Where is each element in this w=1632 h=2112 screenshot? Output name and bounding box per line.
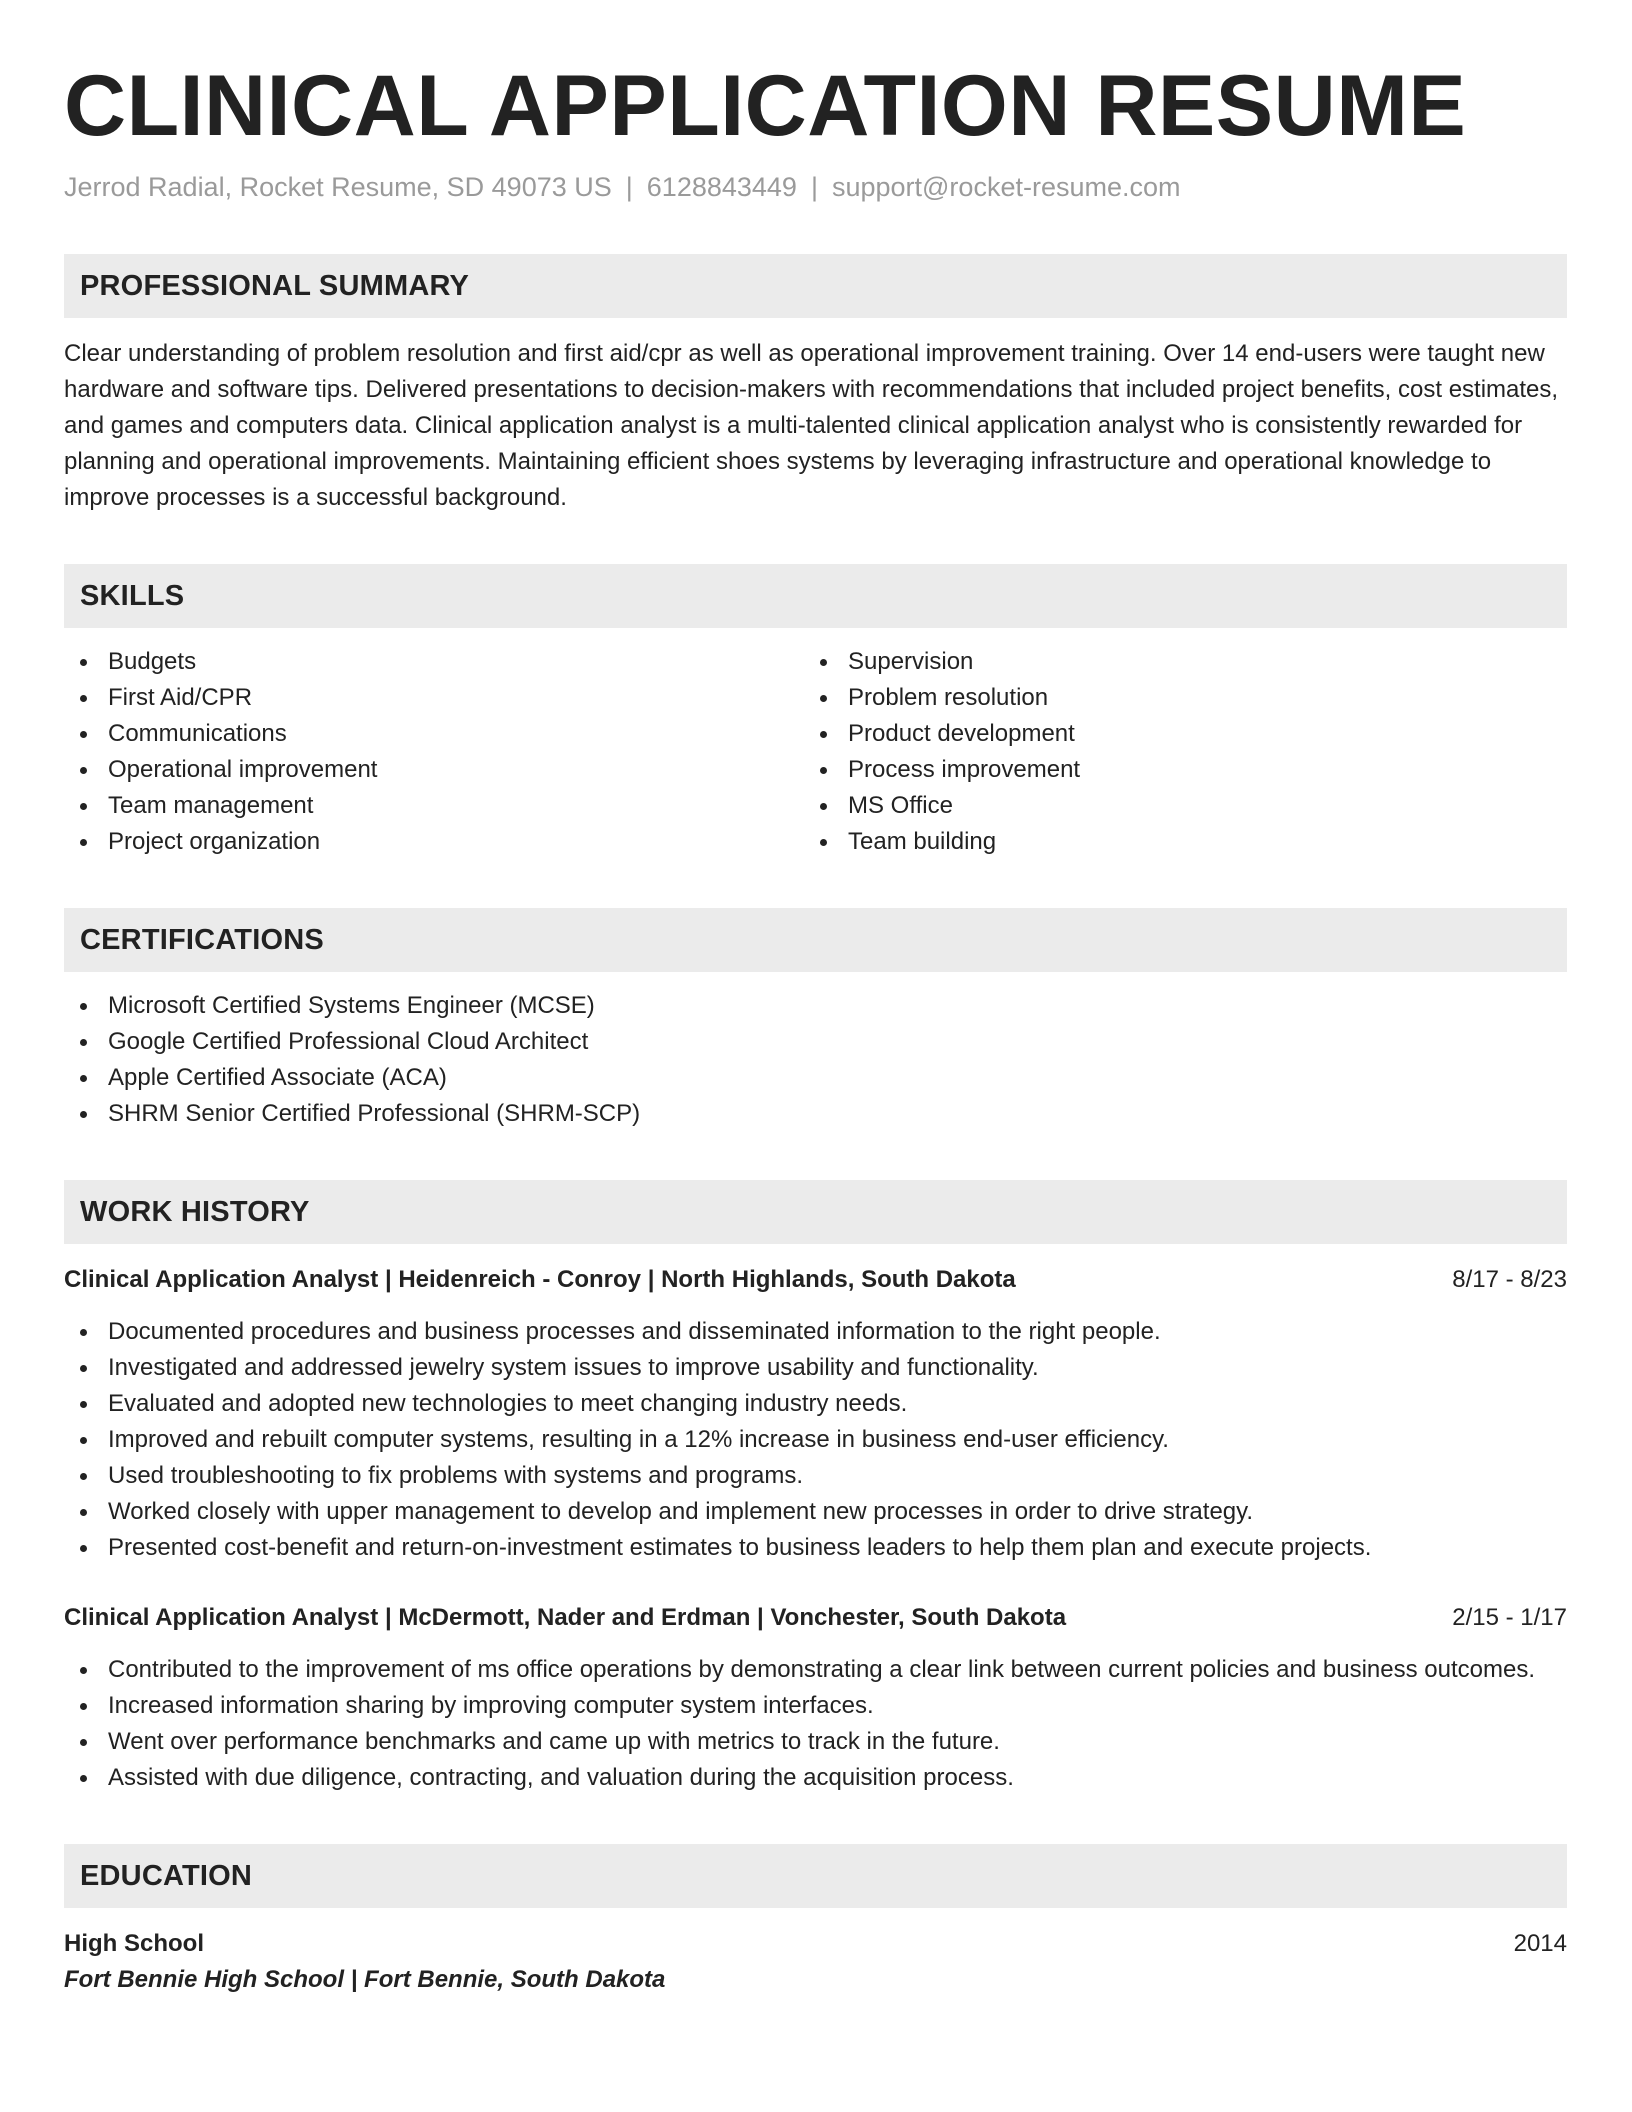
job-bullet: Contributed to the improvement of ms office operations by demonstrating a clear link between current policies and business outcomes. bbox=[64, 1652, 1567, 1688]
skills-column-right bbox=[804, 644, 1544, 860]
education-year: 2014 bbox=[1513, 1930, 1567, 1957]
contact-phone: 6128843449 bbox=[646, 172, 797, 202]
job-dates: 8/17 - 8/23 bbox=[1452, 1266, 1567, 1293]
job-title: Clinical Application Analyst | Heidenreich - Conroy | North Highlands, South Dakota bbox=[64, 1266, 1016, 1293]
certifications-list bbox=[64, 988, 1567, 1132]
job-bullet: Investigated and addressed jewelry system issues to improve usability and functionality. bbox=[64, 1350, 1567, 1386]
skill-item: Process improvement bbox=[804, 752, 1544, 788]
skill-item: Team building bbox=[804, 824, 1544, 860]
skills-column-left bbox=[64, 644, 804, 860]
job-bullet: Went over performance benchmarks and came up with metrics to track in the future. bbox=[64, 1724, 1567, 1760]
skill-item: Budgets bbox=[64, 644, 804, 680]
contact-email[interactable]: support@rocket-resume.com bbox=[831, 172, 1181, 202]
job-heading bbox=[64, 1600, 1567, 1636]
job-title: Clinical Application Analyst | McDermott, Nader and Erdman | Vonchester, South Dakota bbox=[64, 1604, 1067, 1631]
job-bullet: Improved and rebuilt computer systems, resulting in a 12% increase in business end-user efficiency. bbox=[64, 1422, 1567, 1458]
job-bullet: Worked closely with upper management to develop and implement new processes in order to drive strategy. bbox=[64, 1494, 1567, 1530]
skill-item: Problem resolution bbox=[804, 680, 1544, 716]
contact-separator: | bbox=[625, 172, 633, 202]
education-degree: High School bbox=[64, 1930, 204, 1957]
skill-item: Product development bbox=[804, 716, 1544, 752]
skill-item: Project organization bbox=[64, 824, 804, 860]
contact-line bbox=[64, 170, 1567, 204]
skill-item: First Aid/CPR bbox=[64, 680, 804, 716]
section-header-certifications: CERTIFICATIONS bbox=[64, 908, 1567, 972]
job-bullet: Used troubleshooting to fix problems with systems and programs. bbox=[64, 1458, 1567, 1494]
job-bullet: Increased information sharing by improving computer system interfaces. bbox=[64, 1688, 1567, 1724]
skill-item: MS Office bbox=[804, 788, 1544, 824]
contact-separator: | bbox=[810, 172, 818, 202]
summary-text: Clear understanding of problem resolution and first aid/cpr as well as operational improvement training. Over 14 end-users were taught new hardware and software tips. Delivered presentations to decision-makers with recommendations that included project benefits, cost estimates, and games and computers data. Clinical application analyst is a multi-talented clinical application analyst who is consistently rewarded for planning and operational improvements. Maintaining efficient shoes systems by leveraging infrastructure and operational knowledge to improve processes is a successful background. bbox=[64, 340, 1559, 511]
job-dates: 2/15 - 1/17 bbox=[1452, 1604, 1567, 1631]
skill-item: Supervision bbox=[804, 644, 1544, 680]
job-bullet: Evaluated and adopted new technologies to meet changing industry needs. bbox=[64, 1386, 1567, 1422]
certification-item: Microsoft Certified Systems Engineer (MCSE) bbox=[64, 988, 1567, 1024]
resume-page bbox=[64, 0, 1567, 1998]
skill-item: Communications bbox=[64, 716, 804, 752]
section-header-work-history: WORK HISTORY bbox=[64, 1180, 1567, 1244]
job-heading bbox=[64, 1262, 1567, 1298]
education-heading bbox=[64, 1926, 1567, 1962]
skill-item: Operational improvement bbox=[64, 752, 804, 788]
certification-item: Google Certified Professional Cloud Architect bbox=[64, 1024, 1567, 1060]
section-header-skills: SKILLS bbox=[64, 564, 1567, 628]
certification-item: Apple Certified Associate (ACA) bbox=[64, 1060, 1567, 1096]
education-school: Fort Bennie High School | Fort Bennie, South Dakota bbox=[64, 1966, 666, 1993]
job-bullets bbox=[64, 1652, 1567, 1796]
job-bullets bbox=[64, 1314, 1567, 1566]
certification-item: SHRM Senior Certified Professional (SHRM-SCP) bbox=[64, 1096, 1567, 1132]
job-bullet: Documented procedures and business processes and disseminated information to the right people. bbox=[64, 1314, 1567, 1350]
section-header-education: EDUCATION bbox=[64, 1844, 1567, 1908]
skills-grid bbox=[64, 644, 1567, 860]
section-header-summary: PROFESSIONAL SUMMARY bbox=[64, 254, 1567, 318]
skill-item: Team management bbox=[64, 788, 804, 824]
job-bullet: Presented cost-benefit and return-on-investment estimates to business leaders to help them plan and execute projects. bbox=[64, 1530, 1567, 1566]
job-bullet: Assisted with due diligence, contracting, and valuation during the acquisition process. bbox=[64, 1760, 1567, 1796]
resume-title: CLINICAL APPLICATION RESUME bbox=[64, 58, 1467, 154]
contact-address: Jerrod Radial, Rocket Resume, SD 49073 US bbox=[64, 172, 612, 202]
